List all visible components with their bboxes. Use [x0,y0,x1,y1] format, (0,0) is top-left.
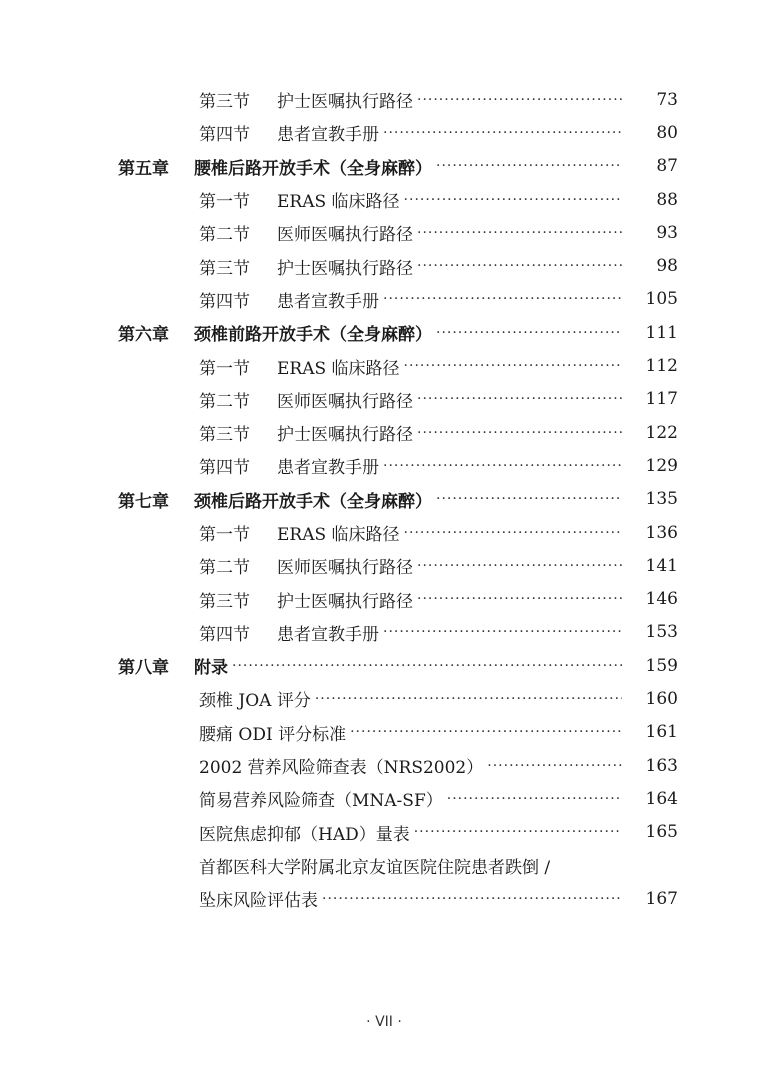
toc-entry[interactable] [0,882,768,915]
page-number: 122 [645,422,678,443]
page-number: 135 [645,489,678,510]
section-number: 第四节 [199,458,250,479]
toc-chapter-entry[interactable] [0,483,768,516]
entry-title: 颈椎前路开放手术（全身麻醉） [194,325,432,346]
chapter-number: 第六章 [118,325,169,346]
dot-leader [404,358,622,374]
page-number: 146 [645,589,678,610]
table-of-contents [0,83,768,915]
page-number: 167 [645,888,678,909]
toc-entry[interactable] [0,349,768,382]
entry-title: 附录 [194,658,228,679]
entry-title: 坠床风险评估表 [199,891,318,912]
toc-entry[interactable] [0,816,768,849]
chapter-number: 第八章 [118,658,169,679]
entry-title: ERAS 临床路径 [277,358,400,379]
section-number: 第一节 [199,358,250,379]
section-number: 第三节 [199,92,250,113]
toc-entry[interactable] [0,516,768,549]
dot-leader [417,92,622,108]
dot-leader [436,491,622,507]
section-number: 第四节 [199,624,250,645]
page-number: 153 [645,622,678,643]
toc-entry[interactable] [0,616,768,649]
page-number: 80 [656,122,678,143]
entry-title: 护士医嘱执行路径 [277,258,413,279]
entry-title: 颈椎 JOA 评分 [199,691,311,712]
entry-title: 患者宣教手册 [277,125,379,146]
dot-leader [232,658,622,674]
toc-chapter-entry[interactable] [0,649,768,682]
page-number: 112 [645,356,678,377]
toc-entry[interactable] [0,749,768,782]
dot-leader [417,391,622,407]
dot-leader [383,125,622,141]
page-number-footer: · VII · [366,1014,402,1030]
page-number: 73 [656,89,678,110]
section-number: 第三节 [199,258,250,279]
entry-title: 医师医嘱执行路径 [277,225,413,246]
page-number: 111 [645,322,678,343]
chapter-number: 第五章 [118,158,169,179]
section-number: 第一节 [199,525,250,545]
page-number: 93 [656,222,678,243]
section-number: 第二节 [199,558,250,579]
section-number: 第四节 [199,125,250,146]
dot-leader [436,325,622,341]
chapter-number: 第七章 [118,491,169,512]
page-number: 98 [656,256,678,277]
entry-title: 首都医科大学附属北京友谊医院住院患者跌倒 / [199,857,551,878]
dot-leader [417,591,622,607]
toc-entry[interactable] [0,183,768,216]
dot-leader [417,258,622,274]
page-number: 161 [645,722,678,743]
entry-title: 护士医嘱执行路径 [277,92,413,113]
page-number: 129 [645,455,678,476]
toc-entry[interactable] [0,83,768,116]
toc-entry[interactable] [0,849,768,882]
dot-leader [322,891,622,907]
section-number: 第二节 [199,391,250,412]
dot-leader [404,192,622,208]
dot-leader [417,558,622,574]
toc-entry[interactable] [0,416,768,449]
toc-chapter-entry[interactable] [0,150,768,183]
entry-title: ERAS 临床路径 [277,192,400,213]
dot-leader [417,225,622,241]
page-number: 141 [645,555,678,576]
section-number: 第一节 [199,192,250,213]
entry-title: 2002 营养风险筛查表（NRS2002） [199,758,484,779]
toc-entry[interactable] [0,283,768,316]
section-number: 第二节 [199,225,250,246]
page-number: 117 [645,389,678,410]
toc-entry[interactable] [0,116,768,149]
page-number: 163 [645,755,678,776]
dot-leader [315,691,622,707]
dot-leader [487,758,622,774]
page-number: 136 [645,522,678,543]
dot-leader [383,624,622,640]
toc-entry[interactable] [0,582,768,615]
entry-title: 颈椎后路开放手术（全身麻醉） [194,491,432,512]
dot-leader [436,158,622,174]
section-number: 第四节 [199,291,250,312]
toc-entry[interactable] [0,216,768,249]
entry-title: 腰椎后路开放手术（全身麻醉） [194,158,432,179]
page-number: 87 [656,156,678,177]
page-number: 105 [645,289,678,310]
dot-leader [383,458,622,474]
toc-chapter-entry[interactable] [0,316,768,349]
entry-title: ERAS 临床路径 [277,525,400,545]
toc-entry[interactable] [0,549,768,582]
section-number: 第三节 [199,425,250,446]
dot-leader [404,525,622,541]
entry-title: 护士医嘱执行路径 [277,425,413,446]
page-number: 164 [645,788,678,809]
entry-title: 医师医嘱执行路径 [277,558,413,579]
page-number: 88 [656,189,678,210]
toc-entry[interactable] [0,782,768,815]
toc-entry[interactable] [0,449,768,482]
section-number: 第三节 [199,591,250,612]
toc-entry[interactable] [0,716,768,749]
entry-title: 简易营养风险筛查（MNA-SF） [199,791,443,812]
page-number: 159 [645,655,678,676]
page-number: 165 [645,822,678,843]
dot-leader [383,291,622,307]
toc-entry[interactable] [0,682,768,715]
entry-title: 腰痛 ODI 评分标准 [199,724,347,745]
dot-leader [414,824,622,840]
dot-leader [417,425,622,441]
entry-title: 患者宣教手册 [277,624,379,645]
entry-title: 医师医嘱执行路径 [277,391,413,412]
entry-title: 护士医嘱执行路径 [277,591,413,612]
entry-title: 医院焦虑抑郁（HAD）量表 [199,824,410,845]
entry-title: 患者宣教手册 [277,291,379,312]
dot-leader [350,724,622,740]
entry-title: 患者宣教手册 [277,458,379,479]
dot-leader [447,791,622,807]
toc-entry[interactable] [0,249,768,282]
page-number: 160 [645,688,678,709]
toc-entry[interactable] [0,383,768,416]
